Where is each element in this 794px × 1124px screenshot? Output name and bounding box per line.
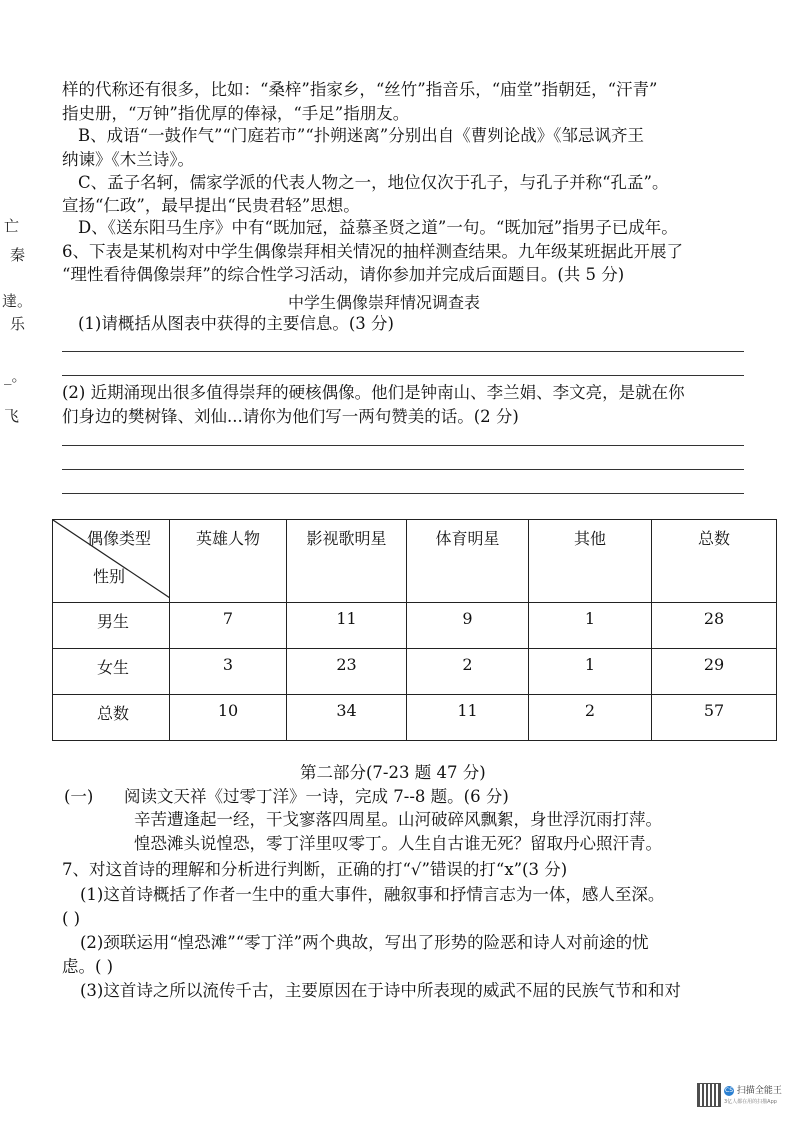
table-cell: 3	[170, 649, 287, 695]
table-cell: 34	[287, 695, 407, 741]
table-cell: 9	[407, 603, 529, 649]
question-6-1: (1)请概括从图表中获得的主要信息。(3 分)	[78, 314, 394, 333]
paragraph-line: 宣扬“仁政”，最早提出“民贵君轻”思想。	[62, 196, 360, 215]
margin-fragment: 飞	[4, 407, 20, 425]
question-7-stem: 7、对这首诗的理解和分析进行判断，正确的打“√”错误的打“x”(3 分)	[62, 860, 568, 879]
margin-fragment: 乐	[10, 315, 26, 333]
margin-fragment: _。	[4, 367, 27, 385]
paragraph-line: 纳谏》《木兰诗》。	[62, 150, 194, 169]
table-cell: 1	[529, 649, 652, 695]
table-cell: 28	[652, 603, 777, 649]
table-row	[53, 603, 777, 649]
option-c: C、孟子名轲，儒家学派的代表人物之一，地位仅次于孔子，与孔子并称“孔孟”。	[78, 173, 669, 192]
answer-line[interactable]	[62, 445, 744, 446]
table-cell: 11	[287, 603, 407, 649]
row-label: 总数	[53, 695, 170, 741]
option-d: D、《送东阳马生序》中有“既加冠，益慕圣贤之道”一句。“既加冠”指男子已成年。	[78, 218, 678, 237]
column-header: 影视歌明星	[287, 520, 407, 603]
watermark-text: 扫描全能王	[736, 1086, 782, 1096]
table-cell: 1	[529, 603, 652, 649]
table-row	[53, 695, 777, 741]
margin-fragment: 達。	[2, 292, 33, 310]
answer-line[interactable]	[62, 469, 744, 470]
question-6-2: (2) 近期涌现出很多值得崇拜的硬核偶像。他们是钟南山、李兰娟、李文亮，是就在你	[62, 383, 685, 402]
question-7-item: (3)这首诗之所以流传千古，主要原因在于诗中所表现的威武不屈的民族气节和和对	[80, 981, 681, 1000]
survey-table	[52, 519, 777, 741]
column-header: 英雄人物	[170, 520, 287, 603]
paragraph-line: 指史册，“万钟”指优厚的俸禄，“手足”指朋友。	[62, 104, 410, 123]
column-header: 其他	[529, 520, 652, 603]
paragraph-line: 样的代称还有很多，比如：“桑梓”指家乡，“丝竹”指音乐，“庙堂”指朝廷，“汗青”	[62, 80, 658, 99]
poem-line: 惶恐滩头说惶恐，零丁洋里叹零丁。人生自古谁无死？留取丹心照汗青。	[134, 834, 662, 853]
row-label: 女生	[53, 649, 170, 695]
table-corner-cell	[53, 520, 170, 603]
corner-label-type: 偶像类型	[87, 529, 152, 548]
section-instruction: 阅读文天祥《过零丁洋》一诗，完成 7--8 题。(6 分)	[124, 787, 509, 806]
column-header: 总数	[652, 520, 777, 603]
table-title: 中学生偶像崇拜情况调查表	[288, 293, 481, 312]
question-7-item: (2)颈联运用“惶恐滩”“零丁洋”两个典故，写出了形势的险恶和诗人对前途的忧	[80, 933, 649, 952]
poem-line: 辛苦遭逢起一经，干戈寥落四周星。山河破碎风飘絮，身世浮沉雨打萍。	[134, 810, 662, 829]
table-header-row	[53, 520, 777, 603]
table-cell: 11	[407, 695, 529, 741]
table-cell: 57	[652, 695, 777, 741]
table-cell: 29	[652, 649, 777, 695]
table-cell: 7	[170, 603, 287, 649]
answer-line[interactable]	[62, 493, 744, 494]
table-row	[53, 649, 777, 695]
qr-code-icon	[697, 1083, 721, 1107]
section-label: (一)	[64, 787, 94, 806]
question-6-stem: “理性看待偶像崇拜”的综合性学习活动，请你参加并完成后面题目。(共 5 分)	[62, 265, 625, 284]
margin-fragment: 秦	[10, 246, 26, 264]
row-label: 男生	[53, 603, 170, 649]
camscanner-logo-icon: CS	[725, 1086, 733, 1094]
question-6-2: 们身边的樊树锋、刘仙...请你为他们写一两句赞美的话。(2 分)	[62, 407, 519, 426]
table-cell: 23	[287, 649, 407, 695]
table-cell: 10	[170, 695, 287, 741]
answer-line[interactable]	[62, 375, 744, 376]
table-cell: 2	[407, 649, 529, 695]
corner-label-gender: 性别	[93, 567, 126, 586]
table-cell: 2	[529, 695, 652, 741]
answer-line[interactable]	[62, 351, 744, 352]
option-b: B、成语“一鼓作气”“门庭若市”“扑朔迷离”分别出自《曹刿论战》《邹忌讽齐王	[78, 126, 644, 145]
answer-bracket[interactable]: ( )	[62, 909, 81, 928]
margin-fragment: 亡	[4, 217, 20, 235]
watermark-subtext: 3亿人都在用的扫描App	[724, 1099, 777, 1105]
question-6-stem: 6、下表是某机构对中学生偶像崇拜相关情况的抽样测查结果。九年级某班据此开展了	[62, 242, 683, 261]
part2-title: 第二部分(7-23 题 47 分)	[300, 763, 486, 782]
question-7-item: 虑。( )	[62, 957, 114, 976]
scanner-watermark	[724, 1083, 782, 1105]
column-header: 体育明星	[407, 520, 529, 603]
question-7-item: (1)这首诗概括了作者一生中的重大事件，融叙事和抒情言志为一体，感人至深。	[80, 885, 665, 904]
